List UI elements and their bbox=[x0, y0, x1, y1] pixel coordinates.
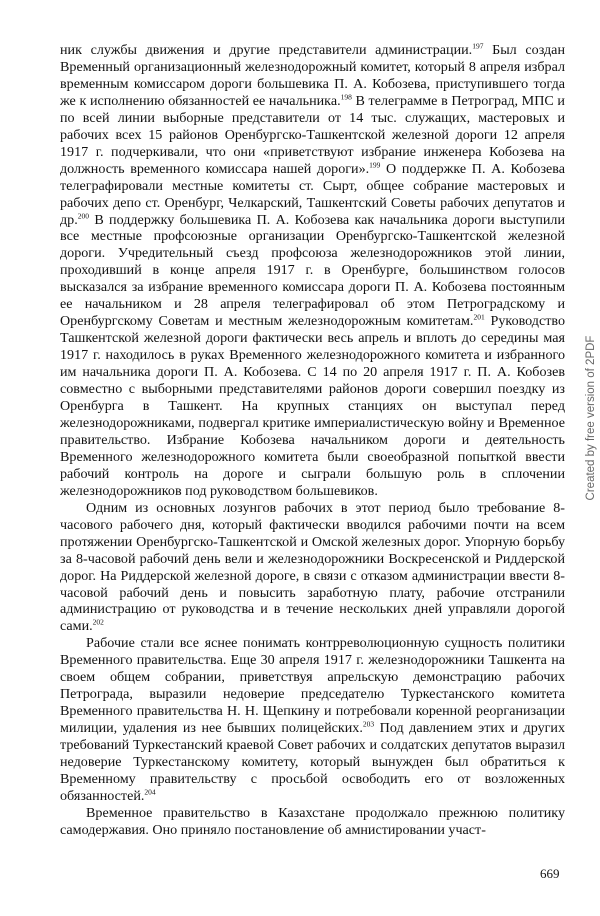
text-run: Был создан Временный организационный железнодорожный комитет, который 8 апреля избрал временным комиссаром дороги большевика П. А. Кобозева, приступившего тогда же к исполнению обязанностей ее начальника. bbox=[60, 42, 565, 109]
text-run: Одним из основных лозунгов рабочих в этот период было требование 8-часового рабочего дня, который фактически вводился рабочими почти на всем протяжении Оренбургско-Ташкентской и Омской железных дорог. Упорную борьбу за 8-часовой рабочий день вели и железнодорожники Воскресенской и Риддерской дорог. На Риддерской железной дороге, в связи с отказом администрации ввести 8-часовой рабочий день и повысить заработную плату, рабочие отстранили администрацию от руководства и в течение нескольких дней управляли дорогой сами. bbox=[60, 499, 565, 635]
paragraph-3 bbox=[60, 635, 565, 805]
paragraph-2 bbox=[60, 500, 565, 636]
text-run: О поддержке П. А. Кобозева телеграфировали местные комитеты ст. Сырт, общее собрание мастеровых и рабочих депо ст. Оренбург, Челкарский, Ташкентский Советы рабочих депутатов и др. bbox=[60, 160, 565, 228]
footnote-ref-198: 198 bbox=[340, 92, 352, 102]
text-run: ник службы движения и другие представители администрации. bbox=[60, 42, 473, 58]
text-run: Рабочие стали все яснее понимать контрреволюционную сущность политики Временного правительства. Еще 30 апреля 1917 г. железнодорожники Ташкента на своем общем собрании, приветствуя апрельскую демонстрацию рабочих Петрограда, выразили недоверие председателю Туркестанского комитета Временного правительства Н. Н. Щепкину и потребовали коренной реорганизации милиции, удаления из нее бывших полицейских. bbox=[60, 635, 565, 737]
text-run: Под давлением этих и других требований Туркестанский краевой Совет рабочих и солдатских депутатов выразил недоверие Туркестанскому комитету, который вынужден был обратиться к Временному правительству с просьбой освободить его от возложенных обязанностей. bbox=[60, 720, 565, 804]
footnote-ref-202: 202 bbox=[92, 617, 104, 627]
text-run: Руководство Ташкентской железной дороги фактически весь апрель и вплоть до середины мая 1917 г. находилось в руках Временного железнодорожного комитета и избранного им начальника дороги П. А. Кобозева. С 14 по 20 апреля 1917 г. П. А. Кобозев совместно с выборными представителями районов дороги совершил поездку из Оренбурга в Ташкент. На крупных станциях он выступал перед железнодорожниками, подвергал критике империалистическую войну и Временное правительство. Избрание Кобозева начальником дороги и деятельность Временного железнодорожного комитета были своеобразной попыткой ввести рабочий контроль на дороге и сыграли большую роль в сплочении железнодорожников под руководством большевиков. bbox=[60, 313, 565, 499]
footnote-ref-197: 197 bbox=[472, 41, 484, 51]
watermark: Created by free version of 2PDF bbox=[585, 335, 597, 501]
page-body bbox=[60, 42, 565, 839]
paragraph-1 bbox=[60, 42, 565, 500]
footnote-ref-201: 201 bbox=[473, 312, 485, 322]
text-run: В телеграмме в Петроград, МПС и по всей линии выборные представители от 14 тыс. служащих, мастеровых и рабочих всех 15 районов Оренбургско-Ташкентской железной дороги 12 апреля 1917 г. подчеркивали, что они «приветствуют избрание инженера Кобозева на должность временного комиссара нашей дороги». bbox=[60, 92, 565, 177]
text-run: В поддержку большевика П. А. Кобозева как начальника дороги выступили все местные профсоюзные организации Оренбургско-Ташкентской железной дороги. Учредительный съезд профсоюза железнодорожников этой линии, проходивший в конце апреля 1917 г. в Оренбурге, большинством голосов высказался за избрание временного комиссара дороги П. А. Кобозева постоянным ее начальником и 28 апреля телеграфировал об этом Петроградскому и Оренбургскому Советам и местным железнодорожным комитетам. bbox=[60, 211, 565, 330]
page-number: 669 bbox=[540, 866, 560, 881]
footnote-ref-204: 204 bbox=[144, 787, 156, 797]
footnote-ref-199: 199 bbox=[369, 159, 381, 169]
paragraph-4 bbox=[60, 805, 565, 839]
text-run: Временное правительство в Казахстане продолжало прежнюю политику самодержавия. Оно приняло постановление об амнистировании участ- bbox=[60, 804, 565, 838]
footnote-ref-203: 203 bbox=[362, 719, 375, 729]
footnote-ref-200: 200 bbox=[77, 210, 89, 220]
